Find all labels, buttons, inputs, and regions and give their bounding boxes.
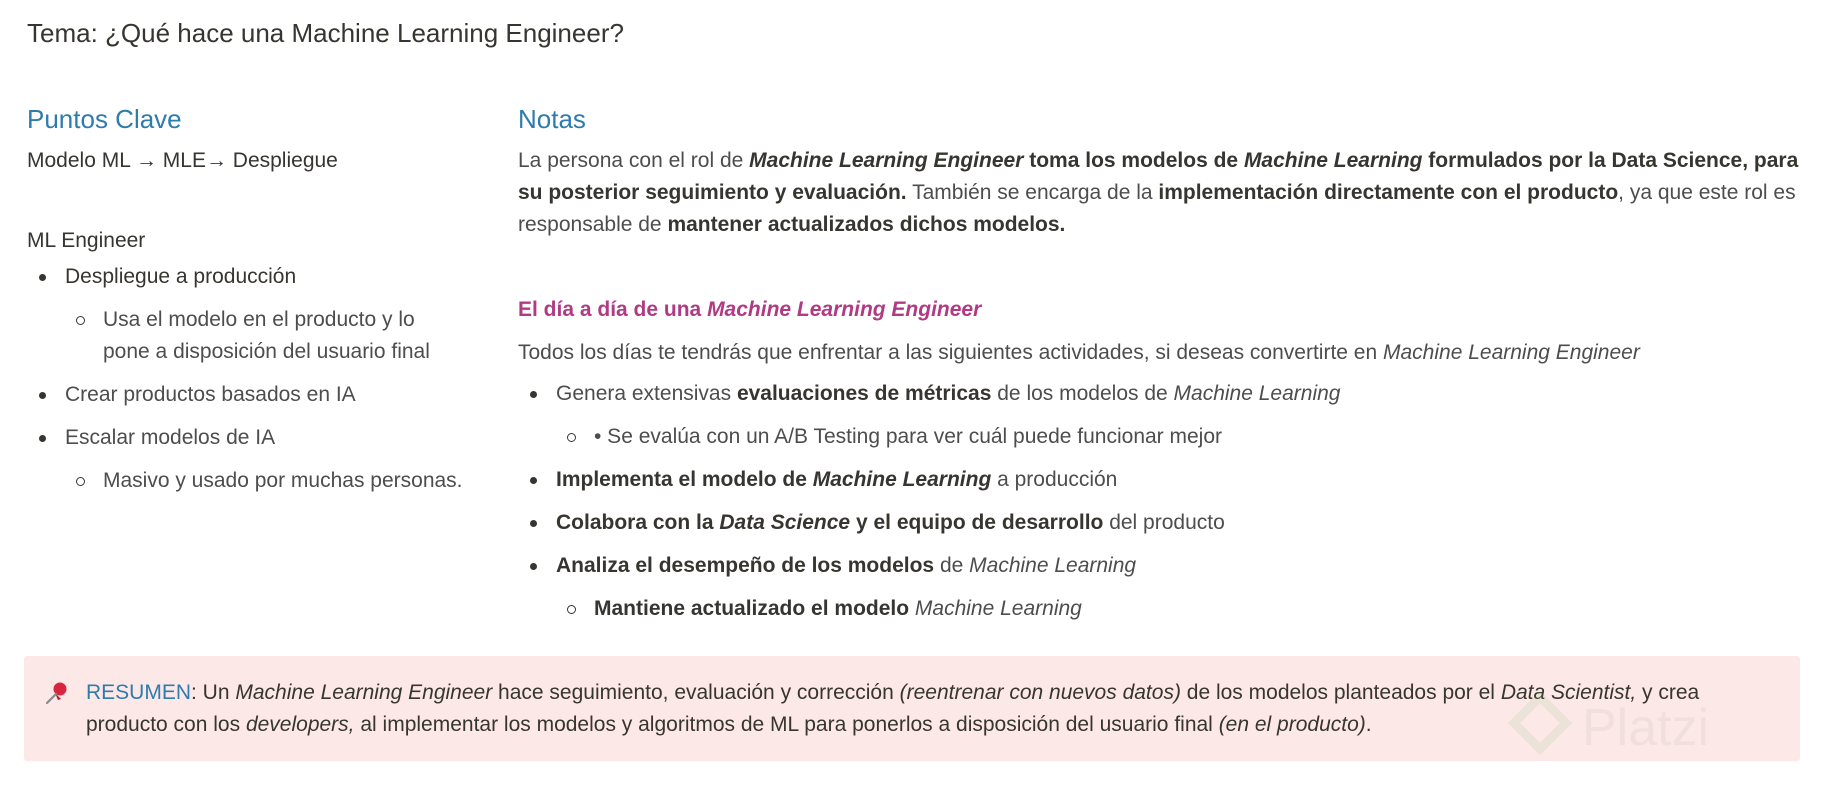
daily-heading: El día a día de una Machine Learning Engineer — [518, 298, 982, 321]
list-item — [27, 379, 467, 411]
page-title: Tema: ¿Qué hace una Machine Learning Engineer? — [27, 18, 624, 48]
sub-list — [65, 304, 467, 368]
list-item: Analiza el desempeño de los modelos de Machine Learning Mantiene actualizado el modelo Machine Learning — [518, 550, 1808, 625]
item-label: Escalar modelos de IA — [65, 426, 276, 449]
list-item: Genera extensivas evaluaciones de métricas de los modelos de Machine Learning • Se evalúa con un A/B Testing para ver cuál puede funcionar mejor — [518, 378, 1808, 453]
sub-list — [556, 421, 1808, 453]
summary-text: RESUMEN: Un Machine Learning Engineer hace seguimiento, evaluación y corrección (reentrenar con nuevos datos) de los modelos planteados por el Data Scientist, y crea producto con los developers, al implementar los modelos y algoritmos de ML para ponerlos a disposición del usuario final (en el producto). — [86, 681, 1700, 736]
sub-list — [65, 465, 467, 497]
sub-list-item: Masivo y usado por muchas personas. — [65, 465, 467, 497]
notes-heading: Notas — [518, 104, 586, 134]
sub-list-item: Usa el modelo en el producto y lo pone a disposición del usuario final — [65, 304, 467, 368]
notes-column — [518, 104, 1808, 636]
sub-list-item: Mantiene actualizado el modelo Machine Learning — [556, 593, 1808, 625]
activities-list — [518, 378, 1808, 625]
key-points-list — [27, 261, 467, 497]
ml-engineer-title: ML Engineer — [27, 229, 146, 252]
daily-intro: Todos los días te tendrás que enfrentar a las siguientes actividades, si deseas convertirte en Machine Learning Engineer — [518, 341, 1640, 364]
notes-paragraph: La persona con el rol de Machine Learning Engineer toma los modelos de Machine Learning formulados por la Data Science, para su posterior seguimiento y evaluación. También se encarga de la implementación directamente con el producto, ya que este rol es responsable de mantener actualizados dichos modelos. — [518, 149, 1799, 236]
list-item: Implementa el modelo de Machine Learning a producción — [518, 464, 1808, 496]
summary-label: RESUMEN — [86, 681, 192, 704]
platzi-watermark-logo — [1500, 691, 1790, 761]
sub-list — [556, 593, 1808, 625]
key-points-column — [27, 104, 467, 508]
list-item — [27, 261, 467, 368]
list-item — [27, 422, 467, 497]
flow-line: Modelo ML → MLE→ Despliegue — [27, 149, 338, 172]
pushpin-icon — [44, 680, 70, 706]
summary-callout — [24, 656, 1800, 761]
sub-list-item: • Se evalúa con un A/B Testing para ver cuál puede funcionar mejor — [556, 421, 1808, 453]
item-label: Despliegue a producción — [65, 265, 297, 288]
key-points-heading: Puntos Clave — [27, 104, 182, 134]
watermark-text: Platzi — [1582, 699, 1710, 757]
item-label: Crear productos basados en IA — [65, 383, 356, 406]
list-item: Colabora con la Data Science y el equipo de desarrollo del producto — [518, 507, 1808, 539]
